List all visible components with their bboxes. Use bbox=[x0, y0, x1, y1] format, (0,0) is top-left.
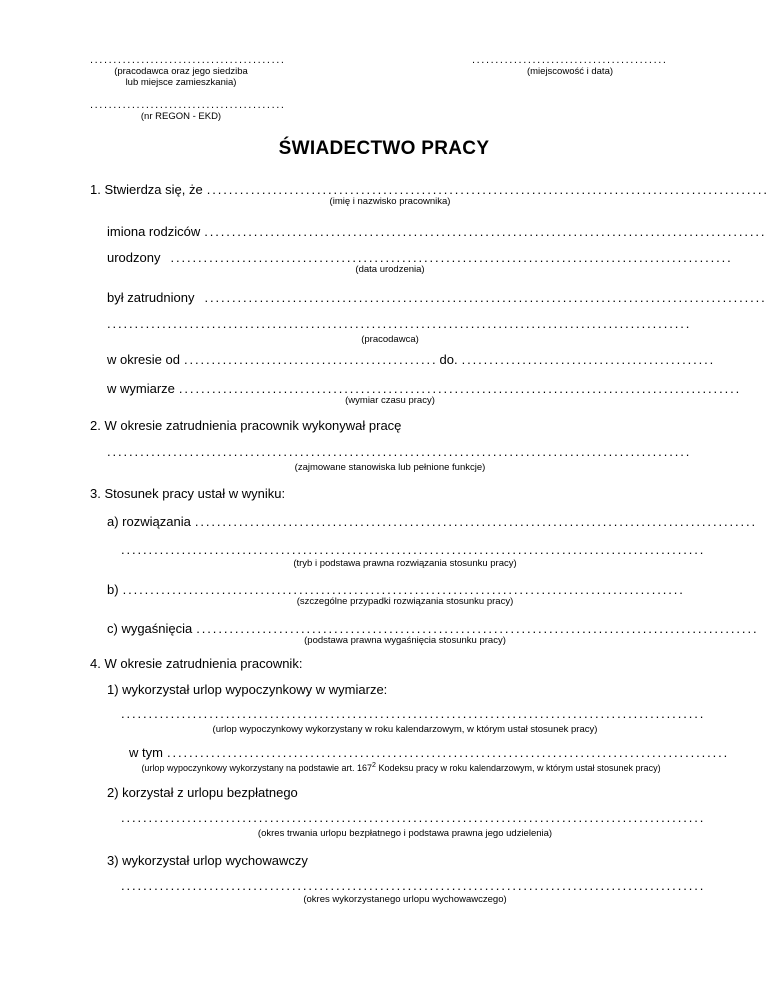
expiry-c-label: c) wygaśnięcia bbox=[107, 621, 193, 636]
period-from-dots: .............................................. bbox=[183, 352, 438, 367]
section2-dots: .......................................................................................................... bbox=[107, 444, 692, 459]
period-to-label: do. bbox=[439, 352, 458, 367]
leave-wtym-label: w tym bbox=[129, 745, 163, 760]
employer-field-dots: .......................................... bbox=[90, 54, 286, 66]
parents-label: imiona rodziców bbox=[107, 224, 201, 239]
employee-name-caption: (imię i nazwisko pracownika) bbox=[329, 196, 451, 207]
leave-item3-caption: (okres wykorzystanego urlopu wychowawczego) bbox=[303, 894, 507, 905]
place-date-caption: (miejscowość i data) bbox=[526, 66, 614, 77]
termination-a-dots-line2: .......................................................................................................... bbox=[121, 542, 706, 557]
leave-item2-caption: (okres trwania urlopu bezpłatnego i podstawa prawna jego udzielenia) bbox=[257, 828, 553, 839]
employer-name-caption: (pracodawca) bbox=[361, 334, 419, 345]
born-caption: (data urodzenia) bbox=[355, 264, 425, 275]
expiry-c-caption: (podstawa prawna wygaśnięcia stosunku pracy) bbox=[304, 635, 506, 646]
document-title: ŚWIADECTWO PRACY bbox=[278, 138, 490, 159]
leave-item3-label: 3) wykorzystał urlop wychowawczy bbox=[107, 853, 308, 868]
row-period bbox=[107, 352, 716, 367]
born-label: urodzony bbox=[107, 250, 161, 265]
row-scope bbox=[107, 381, 742, 396]
section2-caption: (zajmowane stanowiska lub pełnione funkcje) bbox=[294, 462, 486, 473]
section1-label: 1. Stwierdza się, że bbox=[90, 182, 203, 197]
row-leave-wtym bbox=[129, 745, 730, 760]
regon-caption: (nr REGON - EKD) bbox=[140, 111, 222, 122]
employed-dots: ...................................................................................................... bbox=[204, 290, 767, 305]
termination-b-dots: ...................................................................................................... bbox=[122, 582, 685, 597]
row-expiry-c bbox=[107, 621, 759, 636]
scope-label: w wymiarze bbox=[107, 381, 175, 396]
termination-a-caption: (tryb i podstawa prawna rozwiązania stosunku pracy) bbox=[293, 558, 517, 569]
leave-item3-dots: .......................................................................................................... bbox=[121, 878, 706, 893]
row-parents bbox=[107, 224, 767, 239]
expiry-c-dots: ...................................................................................................... bbox=[196, 621, 759, 636]
employer-name-dots: .......................................................................................................... bbox=[107, 316, 692, 331]
leave-item2-label: 2) korzystał z urlopu bezpłatnego bbox=[107, 785, 298, 800]
period-to-dots: .............................................. bbox=[461, 352, 716, 367]
employer-caption-line1: (pracodawca oraz jego siedziba bbox=[114, 66, 248, 77]
employed-label: był zatrudniony bbox=[107, 290, 195, 305]
place-date-field-dots: .......................................... bbox=[472, 54, 668, 66]
row-employed bbox=[107, 290, 767, 305]
section4-label: 4. W okresie zatrudnienia pracownik: bbox=[90, 656, 303, 671]
regon-field-dots: .......................................... bbox=[90, 99, 286, 111]
section3-label: 3. Stosunek pracy ustał w wyniku: bbox=[90, 486, 286, 501]
leave-item2-dots: .......................................................................................................... bbox=[121, 810, 706, 825]
row-termination-b bbox=[107, 582, 685, 597]
section2-label: 2. W okresie zatrudnienia pracownik wykonywał pracę bbox=[90, 418, 402, 433]
leave-wtym-dots: ...................................................................................................... bbox=[166, 745, 730, 760]
born-dots: ...................................................................................................... bbox=[170, 250, 733, 265]
employee-name-dots: ...................................................................................................... bbox=[206, 182, 769, 197]
row-employee-name bbox=[90, 182, 769, 197]
termination-b-caption: (szczególne przypadki rozwiązania stosunku pracy) bbox=[296, 596, 514, 607]
leave-item1-caption: (urlop wypoczynkowy wykorzystany w roku kalendarzowym, w którym ustał stosunek pracy) bbox=[212, 724, 598, 735]
leave-item1-dots: .......................................................................................................... bbox=[121, 706, 706, 721]
leave-item1-label: 1) wykorzystał urlop wypoczynkowy w wymiarze: bbox=[107, 682, 388, 697]
termination-a-label: a) rozwiązania bbox=[107, 514, 191, 529]
row-termination-a bbox=[107, 514, 758, 529]
parents-dots: ...................................................................................................... bbox=[204, 224, 767, 239]
leave-wtym-caption: (urlop wypoczynkowy wykorzystany na podstawie art. $167^2$ Kodeksu pracy w roku kalendarzowym, w którym ustał stosunek pracy) bbox=[141, 762, 661, 773]
scope-caption: (wymiar czasu pracy) bbox=[345, 395, 435, 406]
employer-caption-line2: lub miejsce zamieszkania) bbox=[125, 77, 237, 88]
scope-dots: ...................................................................................................... bbox=[178, 381, 742, 396]
row-born bbox=[107, 250, 733, 265]
termination-a-dots: ...................................................................................................... bbox=[194, 514, 758, 529]
period-from-label: w okresie od bbox=[107, 352, 180, 367]
termination-b-label: b) bbox=[107, 582, 119, 597]
